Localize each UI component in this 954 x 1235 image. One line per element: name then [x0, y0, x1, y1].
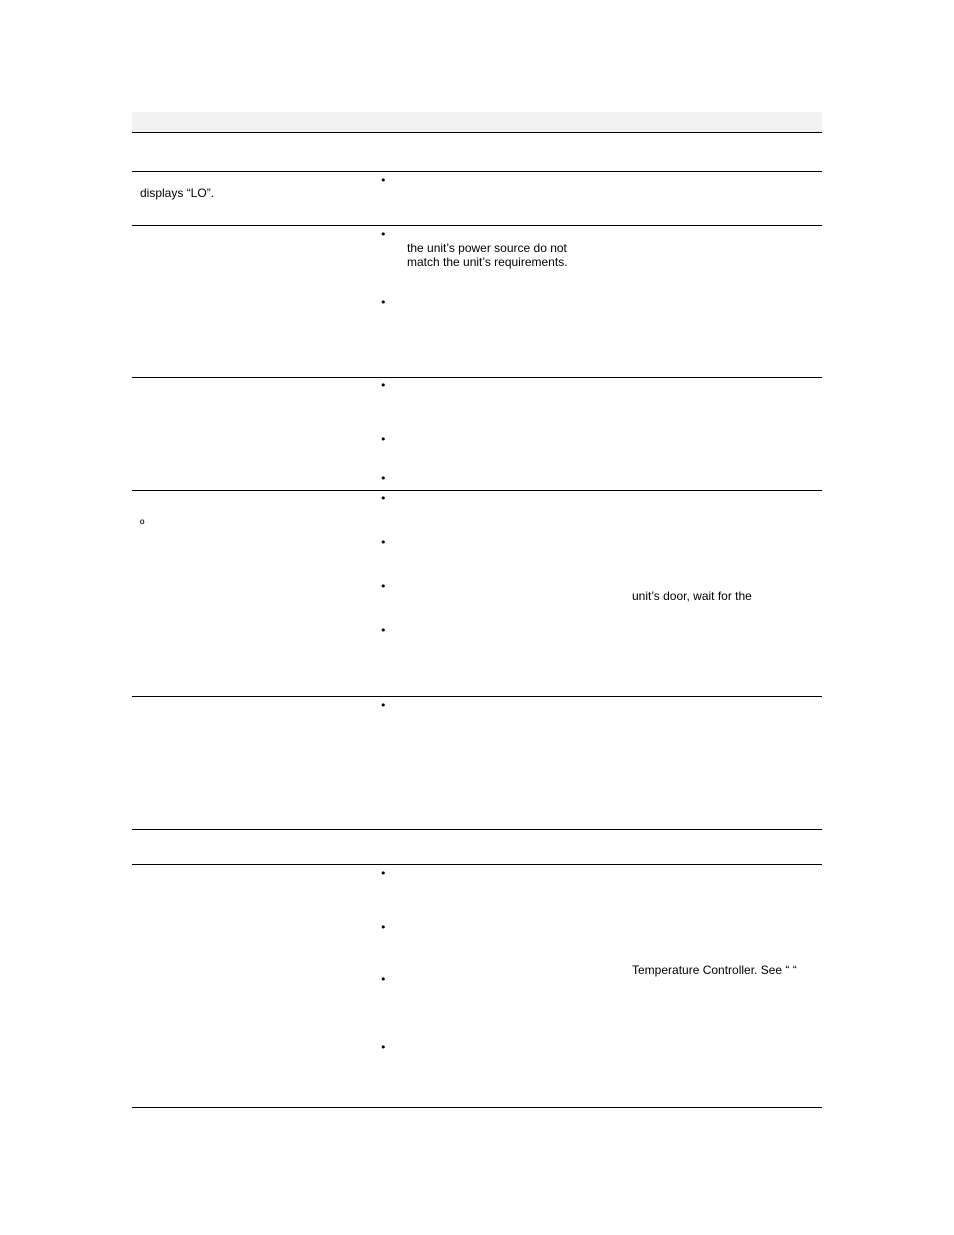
bullet-marker: • [380, 433, 387, 446]
cell-text-controller: Temperature Controller. See “ “ [632, 963, 797, 977]
table-header-band [132, 112, 822, 132]
row-divider [132, 864, 822, 865]
row-divider [132, 829, 822, 830]
bullet-marker: • [380, 296, 387, 309]
bullet-marker: • [380, 228, 387, 241]
row-divider [132, 225, 822, 226]
cell-text-power-line2: match the unit’s requirements. [407, 255, 568, 269]
bullet-marker: • [380, 174, 387, 187]
cell-text-lo: displays “LO”. [140, 186, 215, 200]
bullet-marker: • [380, 921, 387, 934]
bullet-marker: • [380, 580, 387, 593]
cell-text-door: unit’s door, wait for the [632, 589, 752, 603]
bullet-marker: • [380, 973, 387, 986]
cell-text-degree: º [140, 517, 145, 531]
cell-text-power-line1: the unit’s power source do not [407, 241, 567, 255]
bullet-marker: • [380, 472, 387, 485]
bullet-marker: • [380, 624, 387, 637]
bullet-marker: • [380, 492, 387, 505]
bullet-marker: • [380, 699, 387, 712]
row-divider [132, 171, 822, 172]
row-divider [132, 377, 822, 378]
bullet-marker: • [380, 867, 387, 880]
bullet-marker: • [380, 379, 387, 392]
bullet-marker: • [380, 1041, 387, 1054]
row-divider [132, 132, 822, 133]
row-divider [132, 490, 822, 491]
row-divider [132, 696, 822, 697]
bullet-marker: • [380, 536, 387, 549]
row-divider [132, 1107, 822, 1108]
